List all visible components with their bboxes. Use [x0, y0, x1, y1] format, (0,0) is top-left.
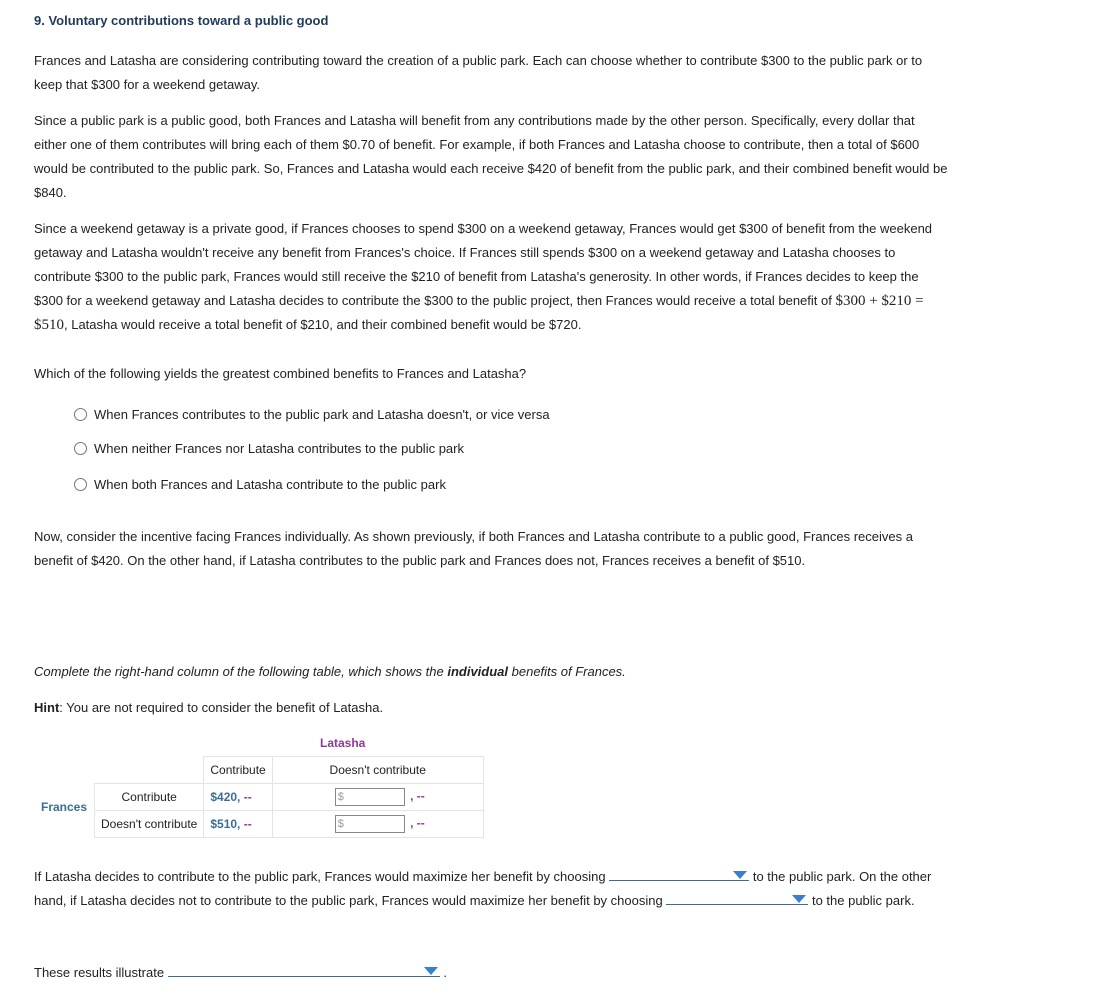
conclusion-sentence [34, 961, 964, 985]
question-prompt: Which of the following yields the greatest combined benefits to Frances and Latasha? [34, 366, 527, 381]
option-one-contributes[interactable] [74, 407, 550, 422]
table-row [95, 811, 484, 838]
instruction-emphasis: individual [447, 664, 509, 679]
hint [34, 700, 383, 715]
frances-label: Frances [41, 800, 88, 814]
latasha-payoff: -- [416, 816, 425, 831]
best-response-sentence [34, 865, 964, 913]
radio-button[interactable] [74, 442, 87, 455]
radio-button[interactable] [74, 408, 87, 421]
latasha-payoff: -- [243, 790, 252, 804]
frances-payoff-input[interactable]: $ [335, 788, 405, 806]
chevron-down-icon[interactable] [792, 895, 806, 903]
latasha-label: Latasha [320, 736, 366, 750]
question-title: 9. Voluntary contributions toward a public good [34, 13, 329, 28]
instruction-text: Complete the right-hand column of the following table, which shows the [34, 664, 448, 679]
option-label: When neither Frances nor Latasha contributes to the public park [94, 441, 464, 456]
incentive-paragraph: Now, consider the incentive facing Frances individually. As shown previously, if both Frances and Latasha contribute to a public good, Frances receives a benefit of $420. On the other hand, if Latasha contributes to the public park and Frances does not, Frances receives a benefit of $510. [34, 529, 913, 568]
empty-corner [95, 757, 204, 784]
conclusion-dropdown[interactable] [168, 964, 440, 977]
sentence-text: to the public park. On the other hand, if Latasha decides not to contribute to the public park, Frances would maximize her benefit by choosing [34, 869, 932, 908]
sentence-text: to the public park. [811, 893, 915, 908]
private-good-paragraph [34, 217, 949, 337]
radio-button[interactable] [74, 478, 87, 491]
option-label: When Frances contributes to the public park and Latasha doesn't, or vice versa [94, 407, 550, 422]
chevron-down-icon[interactable] [733, 871, 747, 879]
frances-payoff: $510, [210, 817, 241, 831]
chevron-down-icon[interactable] [424, 967, 438, 975]
benefit-equation: $300 + $210 = $510 [34, 293, 924, 333]
choice-dropdown-latasha-doesnt-contribute[interactable] [666, 892, 808, 905]
col-header-contribute: Contribute [204, 757, 272, 784]
frances-payoff-input[interactable]: $ [335, 815, 405, 833]
table-header-row [95, 757, 484, 784]
frances-payoff: $420, [210, 790, 241, 804]
paragraph-text: , Latasha would receive a total benefit of $210, and their combined benefit would be $720. [64, 317, 582, 332]
payoff-cell [204, 784, 272, 811]
payoff-cell: $ , -- [272, 811, 483, 838]
sentence-text: If Latasha decides to contribute to the public park, Frances would maximize her benefit by choosing [34, 869, 606, 884]
public-good-paragraph: Since a public park is a public good, both Frances and Latasha will benefit from any contributions made by the other person. Specifically, every dollar that either one of them contributes will bring each of them $0.70 of benefit. For example, if both Frances and Latasha choose to contribute, then a total of $600 would be contributed to the public park. So, Frances and Latasha would each receive $420 of benefit from the public park, and their combined benefit would be $840. [34, 113, 948, 200]
instruction-text: benefits of Frances. [508, 664, 626, 679]
sentence-period: . [443, 965, 447, 980]
payoff-table [94, 756, 484, 838]
option-both-contribute[interactable] [74, 477, 446, 492]
hint-label: Hint [34, 700, 60, 715]
payoff-cell: $ , -- [272, 784, 483, 811]
option-label: When both Frances and Latasha contribute to the public park [94, 477, 446, 492]
sentence-text: These results illustrate [34, 965, 165, 980]
col-header-doesnt-contribute: Doesn't contribute [272, 757, 483, 784]
choice-dropdown-latasha-contributes[interactable] [609, 868, 749, 881]
intro-paragraph: Frances and Latasha are considering contributing toward the creation of a public park. Each can choose whether to contribute $300 to the public park or to keep that $300 for a weekend getaway. [34, 53, 923, 92]
latasha-payoff: -- [416, 789, 425, 804]
paragraph-text: Since a weekend getaway is a private good, if Frances chooses to spend $300 on a weekend getaway, Frances would get $300 of benefit from the weekend getaway and Latasha wouldn't receive any benefit from Frances's choice. If Frances still spends $300 on a weekend getaway and Latasha chooses to contribute $300 to the public park, Frances would still receive the $210 of benefit from Latasha's generosity. In other words, if Frances decides to keep the $300 for a weekend getaway and Latasha decides to contribute the $300 to the public project, then Frances would receive a total benefit of [34, 221, 933, 308]
row-header-contribute: Contribute [95, 784, 204, 811]
payoff-cell [204, 811, 272, 838]
table-row [95, 784, 484, 811]
hint-text: : You are not required to consider the benefit of Latasha. [59, 700, 384, 715]
option-neither-contributes[interactable] [74, 441, 464, 456]
latasha-payoff: -- [243, 817, 252, 831]
table-instruction [34, 664, 626, 679]
row-header-doesnt-contribute: Doesn't contribute [95, 811, 204, 838]
